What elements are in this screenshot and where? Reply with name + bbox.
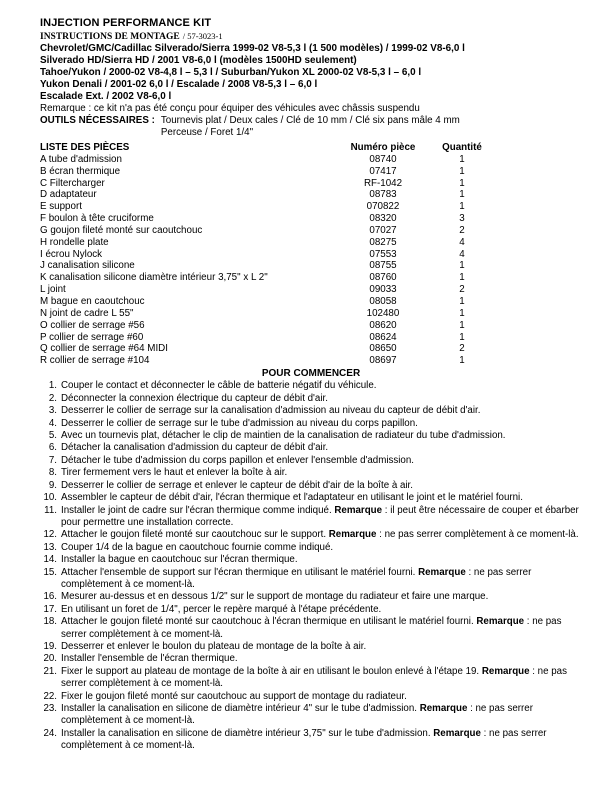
step-row: [40, 591, 582, 603]
doc-subtitle: [40, 29, 582, 43]
part-row-spacer: [498, 249, 582, 261]
step-note-text: : ne pas serrer complètement à ce moment-là.: [376, 529, 579, 541]
part-row: [40, 320, 582, 332]
step-main-text: Fixer le support au plateau de montage de la boîte à air en utilisant le boulon enlevé à l'étape 19.: [61, 665, 482, 677]
part-row: [40, 154, 582, 166]
step-note-text: : ne pas serrer complètement à ce moment-là.: [61, 727, 547, 752]
part-desc: P collier de serrage #60: [40, 331, 144, 343]
tools-line-2: Perceuse / Foret 1/4": [160, 127, 254, 138]
step-main-text: Installer la canalisation en silicone de diamètre intérieur 3,75" sur le tube d'admission.: [61, 727, 434, 739]
part-number: 08740: [369, 153, 397, 165]
step-main-text: Fixer le goujon fileté monté sur caoutchouc au support de montage du radiateur.: [61, 690, 407, 702]
step-main-text: Desserrer le collier de serrage sur la canalisation d'admission au niveau du capteur de débit d'air.: [61, 405, 481, 417]
part-row-spacer: [498, 272, 582, 284]
part-qty: 2: [459, 343, 465, 355]
step-note-text: : ne pas serrer complètement à ce moment-là.: [61, 665, 567, 690]
step-text: [61, 653, 582, 665]
part-row: [40, 272, 582, 284]
part-qty: 1: [459, 307, 465, 319]
step-row: [40, 405, 582, 417]
parts-table: [40, 154, 582, 367]
part-number: 07553: [369, 248, 397, 260]
step-number: 6.: [48, 442, 57, 454]
step-row: [40, 393, 582, 405]
part-desc: O collier de serrage #56: [40, 319, 145, 331]
part-row: [40, 201, 582, 213]
step-number: 23.: [43, 703, 57, 714]
doc-subtitle-label: INSTRUCTIONS DE MONTAGE: [40, 32, 180, 42]
vehicle-line: Tahoe/Yukon / 2000-02 V8-4,8 l – 5,3 l / Suburban/Yukon XL 2000-02 V8-5,3 l – 6,0 l: [40, 67, 422, 78]
step-text: [61, 691, 582, 703]
step-text: [61, 405, 582, 417]
step-number: 22.: [43, 690, 57, 702]
step-main-text: Tirer fermement vers le haut et enlever la boîte à air.: [61, 467, 288, 479]
part-number: RF-1042: [363, 177, 403, 189]
step-number: 20.: [43, 653, 57, 665]
vehicle-line: Chevrolet/GMC/Cadillac Silverado/Sierra 1999-02 V8-5,3 l (1 500 modèles) / 1999-02 V8-6,0 l: [40, 43, 465, 54]
step-note-label: Remarque: [433, 727, 481, 739]
part-desc: N joint de cadre L 55": [40, 307, 134, 319]
part-row-spacer: [498, 284, 582, 296]
step-number: 3.: [48, 405, 57, 417]
part-row: [40, 225, 582, 237]
step-main-text: Desserrer le collier de serrage et enlever le capteur de débit d'air de la boîte à air.: [61, 479, 413, 491]
part-desc: R collier de serrage #104: [40, 355, 150, 367]
parts-col-qty: Quantité: [442, 142, 482, 153]
part-qty: 1: [459, 189, 465, 201]
part-number: 08650: [369, 343, 397, 355]
step-text: [61, 492, 582, 504]
step-text: [61, 728, 582, 753]
part-row: [40, 189, 582, 201]
tools-label: OUTILS NÉCESSAIRES :: [40, 115, 155, 126]
part-row-spacer: [498, 166, 582, 178]
step-main-text: Desserrer et enlever le boulon du plateau de montage de la boîte à air.: [61, 640, 367, 652]
vehicle-line: Silverado HD/Sierra HD / 2001 V8-6,0 l (modèles 1500HD seulement): [40, 55, 357, 66]
step-row: [40, 467, 582, 479]
part-row: [40, 249, 582, 261]
part-number: 07417: [369, 165, 397, 177]
step-main-text: Desserrer le collier de serrage sur le tube d'admission au niveau du corps papillon.: [61, 417, 418, 429]
step-text: [61, 591, 582, 603]
step-main-text: Attacher l'ensemble de support sur l'écran thermique en utilisant le matériel fourni.: [61, 566, 419, 578]
step-main-text: Attacher le goujon fileté monté sur caoutchouc sur le support.: [61, 529, 329, 541]
part-qty: 1: [459, 177, 465, 189]
part-row: [40, 355, 582, 367]
part-row-spacer: [498, 260, 582, 272]
step-text: [61, 703, 582, 728]
step-row: [40, 455, 582, 467]
part-desc: I écrou Nylock: [40, 248, 103, 260]
step-main-text: En utilisant un foret de 1/4", percer le repère marqué à l'étape précédente.: [61, 603, 382, 615]
part-qty: 1: [459, 260, 465, 272]
step-text: [61, 542, 582, 554]
step-text: [61, 616, 582, 641]
step-text: [61, 505, 582, 530]
part-number: 08783: [369, 189, 397, 201]
step-note-label: Remarque: [476, 616, 525, 628]
step-main-text: Installer l'ensemble de l'écran thermique.: [61, 653, 238, 665]
step-text: [61, 554, 582, 566]
part-desc: A tube d'admission: [40, 153, 122, 165]
part-desc: M bague en caoutchouc: [40, 295, 145, 307]
step-row: [40, 380, 582, 392]
step-row: [40, 641, 582, 653]
part-row: [40, 260, 582, 272]
step-number: 11.: [44, 504, 57, 516]
step-text: [61, 604, 582, 616]
part-qty: 1: [459, 331, 465, 343]
part-row: [40, 166, 582, 178]
part-row-spacer: [498, 213, 582, 225]
chassis-remark: Remarque : ce kit n'a pas été conçu pour équiper des véhicules avec châssis suspendu: [40, 103, 420, 114]
step-row: [40, 505, 582, 530]
step-row: [40, 567, 582, 592]
part-row-spacer: [498, 296, 582, 308]
step-note-label: Remarque: [328, 529, 377, 541]
step-number: 7.: [48, 454, 57, 466]
step-number: 10.: [43, 492, 57, 504]
step-number: 18.: [43, 616, 57, 628]
step-number: 21.: [43, 665, 57, 677]
part-qty: 1: [459, 153, 465, 165]
part-qty: 2: [459, 224, 465, 236]
part-row: [40, 213, 582, 225]
step-row: [40, 703, 582, 728]
part-row-spacer: [498, 189, 582, 201]
part-qty: 1: [459, 201, 465, 213]
part-row: [40, 308, 582, 320]
part-qty: 1: [459, 165, 465, 177]
part-qty: 1: [459, 295, 465, 307]
step-row: [40, 442, 582, 454]
steps-list: [40, 380, 582, 752]
part-qty: 2: [459, 284, 465, 296]
part-row-spacer: [498, 308, 582, 320]
step-main-text: Déconnecter la connexion électrique du capteur de débit d'air.: [61, 392, 328, 404]
step-number: 14.: [43, 554, 57, 566]
part-desc: E support: [40, 201, 82, 213]
part-number: 08620: [369, 319, 397, 331]
part-row-spacer: [498, 320, 582, 332]
step-row: [40, 492, 582, 504]
step-number: 8.: [48, 467, 57, 479]
step-text: [61, 393, 582, 405]
step-row: [40, 666, 582, 691]
part-row-spacer: [498, 225, 582, 237]
part-qty: 1: [459, 355, 465, 367]
page-title: INJECTION PERFORMANCE KIT: [40, 17, 212, 29]
step-main-text: Détacher la canalisation d'admission du capteur de débit d'air.: [61, 442, 329, 454]
parts-col-number: Numéro pièce: [350, 142, 416, 153]
part-number: 08697: [369, 355, 397, 367]
step-number: 24.: [43, 727, 57, 739]
part-row-spacer: [498, 332, 582, 344]
part-qty: 3: [459, 213, 465, 225]
doc-number: / 57-3023-1: [182, 31, 223, 41]
step-row: [40, 653, 582, 665]
step-number: 19.: [43, 640, 57, 652]
part-row: [40, 178, 582, 190]
part-number: 09033: [369, 284, 397, 296]
part-row: [40, 343, 582, 355]
step-text: [61, 430, 582, 442]
step-note-text: : ne pas serrer complètement à ce moment-là.: [61, 566, 532, 590]
step-text: [61, 529, 582, 541]
part-row-spacer: [498, 343, 582, 355]
step-note-text: : ne pas serrer complètement à ce moment-là.: [61, 703, 533, 727]
step-note-text: : il peut être nécessaire de couper et ébarber pour permettre une installation correcte.: [61, 504, 579, 528]
step-main-text: Installer la bague en caoutchouc sur l'écran thermique.: [61, 554, 298, 566]
step-text: [61, 480, 582, 492]
part-row: [40, 237, 582, 249]
step-number: 12.: [43, 529, 57, 541]
step-main-text: Couper 1/4 de la bague en caoutchouc fournie comme indiqué.: [61, 541, 334, 553]
vehicle-line: Yukon Denali / 2001-02 6,0 l / Escalade / 2008 V8-5,3 l – 6,0 l: [40, 79, 318, 90]
part-qty: 1: [459, 319, 465, 331]
part-desc: C Filtercharger: [40, 177, 105, 189]
part-desc: G goujon fileté monté sur caoutchouc: [40, 224, 203, 236]
step-number: 4.: [48, 417, 57, 429]
tools-section: [40, 115, 582, 139]
vehicle-line: Escalade Ext. / 2002 V8-6,0 l: [40, 91, 172, 102]
part-desc: B écran thermique: [40, 165, 121, 177]
step-row: [40, 418, 582, 430]
part-desc: Q collier de serrage #64 MIDI: [40, 343, 168, 355]
step-main-text: Détacher le tube d'admission du corps papillon et enlever l'ensemble d'admission.: [61, 454, 414, 466]
parts-list-title: LISTE DES PIÈCES: [40, 142, 130, 153]
step-row: [40, 691, 582, 703]
part-row-spacer: [498, 178, 582, 190]
part-row-spacer: [498, 237, 582, 249]
step-number: 9.: [48, 479, 57, 491]
step-main-text: Assembler le capteur de débit d'air, l'écran thermique et l'adaptateur en utilisant le joint et le matériel fourni.: [61, 492, 523, 504]
part-desc: D adaptateur: [40, 189, 97, 201]
part-row-spacer: [498, 201, 582, 213]
step-row: [40, 542, 582, 554]
part-number: 08320: [369, 213, 397, 225]
part-qty: 1: [459, 272, 465, 284]
part-number: 08760: [369, 272, 397, 284]
section-title: POUR COMMENCER: [261, 368, 361, 380]
step-note-text: : ne pas serrer complètement à ce moment-là.: [61, 616, 562, 640]
part-number: 07027: [369, 224, 397, 236]
part-row-spacer: [498, 355, 582, 367]
step-text: [61, 442, 582, 454]
part-desc: H rondelle plate: [40, 236, 109, 248]
step-text: [61, 666, 582, 691]
step-text: [61, 380, 582, 392]
step-number: 17.: [43, 603, 57, 615]
step-row: [40, 430, 582, 442]
step-row: [40, 728, 582, 753]
step-number: 2.: [48, 392, 57, 404]
part-row: [40, 332, 582, 344]
step-text: [61, 418, 582, 430]
step-note-label: Remarque: [419, 703, 468, 714]
step-number: 13.: [43, 541, 57, 553]
step-number: 15.: [43, 566, 57, 578]
step-row: [40, 604, 582, 616]
part-number: 102480: [366, 307, 400, 319]
step-number: 5.: [48, 430, 57, 442]
step-row: [40, 616, 582, 641]
part-row: [40, 296, 582, 308]
step-text: [61, 567, 582, 592]
parts-table-header: [40, 142, 582, 154]
step-main-text: Attacher le goujon fileté monté sur caoutchouc à l'écran thermique en utilisant le matériel fourni.: [61, 616, 477, 628]
step-number: 16.: [43, 591, 57, 603]
step-main-text: Avec un tournevis plat, détacher le clip de maintien de la canalisation de radiateur du tube d'admission.: [61, 430, 506, 442]
tools-line-1: Tournevis plat / Deux cales / Clé de 10 mm / Clé six pans mâle 4 mm: [160, 115, 460, 126]
step-main-text: Installer la canalisation en silicone de diamètre intérieur 4" sur le tube d'admission.: [61, 703, 420, 714]
part-desc: F boulon à tête cruciforme: [40, 213, 154, 225]
step-row: [40, 480, 582, 492]
part-qty: 4: [459, 248, 465, 260]
part-number: 08058: [369, 295, 397, 307]
step-row: [40, 554, 582, 566]
step-text: [61, 455, 582, 467]
part-number: 08275: [369, 236, 397, 248]
step-number: 1.: [48, 380, 57, 392]
part-number: 08624: [369, 331, 397, 343]
part-desc: J canalisation silicone: [40, 260, 135, 272]
tools-lines: [161, 115, 460, 139]
step-main-text: Installer le joint de cadre sur l'écran thermique comme indiqué.: [61, 504, 335, 516]
part-row: [40, 284, 582, 296]
step-note-label: Remarque: [481, 665, 530, 677]
step-note-label: Remarque: [418, 566, 466, 578]
part-desc: L joint: [40, 284, 66, 296]
part-row-spacer: [498, 154, 582, 166]
parts-col-spacer: [498, 142, 582, 154]
step-main-text: Couper le contact et déconnecter le câble de batterie négatif du véhicule.: [61, 380, 377, 392]
step-row: [40, 529, 582, 541]
part-desc: K canalisation silicone diamètre intérieur 3,75" x L 2": [40, 272, 268, 284]
step-main-text: Mesurer au-dessus et en dessous 1/2" sur le support de montage du radiateur et faire une marque.: [61, 591, 489, 603]
part-qty: 4: [459, 236, 465, 248]
step-text: [61, 641, 582, 653]
step-text: [61, 467, 582, 479]
part-number: 070822: [366, 201, 400, 213]
part-number: 08755: [369, 260, 397, 272]
step-note-label: Remarque: [334, 504, 383, 516]
vehicle-application-list: [40, 43, 582, 103]
